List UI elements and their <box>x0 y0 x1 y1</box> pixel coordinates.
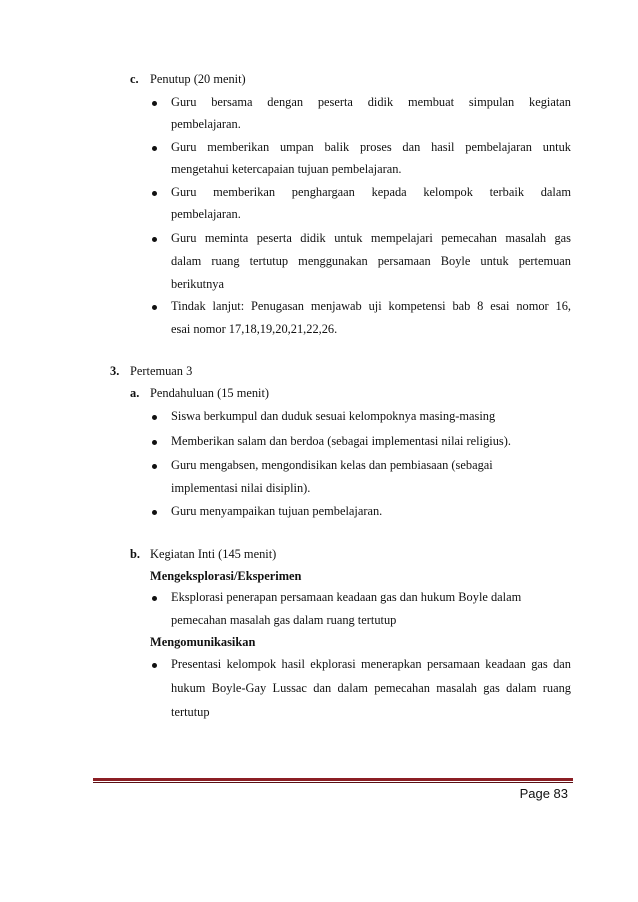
pendahuluan-bullet-3-line-2: implementasi nilai disiplin). <box>171 481 311 495</box>
heading-mengeksplorasi: Mengeksplorasi/Eksperimen <box>150 569 302 583</box>
penutup-bullet-1-line-1: Guru bersama dengan peserta didik membuat simpulan kegiatan <box>171 95 571 109</box>
pendahuluan-bullet-2: Memberikan salam dan berdoa (sebagai implementasi nilai religius). <box>171 434 511 448</box>
section-3b-marker: b. <box>130 547 140 561</box>
bullet-icon <box>152 440 157 445</box>
footer-divider <box>93 778 573 781</box>
penutup-bullet-5-line-2: esai nomor 17,18,19,20,21,22,26. <box>171 322 338 336</box>
penutup-bullet-4-line-2: dalam ruang tertutup menggunakan persamaan Boyle untuk pertemuan <box>171 254 571 268</box>
bullet-icon <box>152 237 157 242</box>
bullet-icon <box>152 596 157 601</box>
section-3b-title: Kegiatan Inti (145 menit) <box>150 547 277 561</box>
penutup-bullet-4-line-3: berikutnya <box>171 277 224 291</box>
heading-mengomunikasikan: Mengomunikasikan <box>150 635 256 649</box>
section-3-number: 3. <box>110 364 120 378</box>
bullet-icon <box>152 101 157 106</box>
presentasi-bullet-line-1: Presentasi kelompok hasil ekplorasi menerapkan persamaan keadaan gas dan <box>171 657 571 671</box>
penutup-bullet-3-line-1: Guru memberikan penghargaan kepada kelompok terbaik dalam <box>171 185 571 199</box>
penutup-bullet-3-line-2: pembelajaran. <box>171 207 241 221</box>
section-3a-marker: a. <box>130 386 140 400</box>
presentasi-bullet-line-2: hukum Boyle-Gay Lussac dan dalam pemecahan masalah gas dalam ruang <box>171 681 571 695</box>
penutup-bullet-4-line-1: Guru meminta peserta didik untuk mempelajari pemecahan masalah gas <box>171 231 571 245</box>
presentasi-bullet-line-3: tertutup <box>171 705 210 719</box>
bullet-icon <box>152 146 157 151</box>
penutup-bullet-2-line-2: mengetahui ketercapaian tujuan pembelajaran. <box>171 162 402 176</box>
pendahuluan-bullet-4: Guru menyampaikan tujuan pembelajaran. <box>171 504 383 518</box>
bullet-icon <box>152 510 157 515</box>
penutup-bullet-1-line-2: pembelajaran. <box>171 117 241 131</box>
section-c-title: Penutup (20 menit) <box>150 72 246 86</box>
footer-divider-thin <box>93 782 573 783</box>
section-3-title: Pertemuan 3 <box>130 364 193 378</box>
pendahuluan-bullet-3-line-1: Guru mengabsen, mengondisikan kelas dan pembiasaan (sebagai <box>171 458 493 472</box>
bullet-icon <box>152 305 157 310</box>
pendahuluan-bullet-1: Siswa berkumpul dan duduk sesuai kelompoknya masing-masing <box>171 409 496 423</box>
penutup-bullet-5-line-1: Tindak lanjut: Penugasan menjawab uji kompetensi bab 8 esai nomor 16, <box>171 299 571 313</box>
penutup-bullet-2-line-1: Guru memberikan umpan balik proses dan hasil pembelajaran untuk <box>171 140 571 154</box>
bullet-icon <box>152 663 157 668</box>
eksplorasi-bullet-line-2: pemecahan masalah gas dalam ruang tertutup <box>171 613 397 627</box>
eksplorasi-bullet-line-1: Eksplorasi penerapan persamaan keadaan gas dan hukum Boyle dalam <box>171 590 522 604</box>
section-3a-title: Pendahuluan (15 menit) <box>150 386 270 400</box>
bullet-icon <box>152 415 157 420</box>
page-number: Page 83 <box>519 786 568 801</box>
section-c-marker: c. <box>130 72 139 86</box>
bullet-icon <box>152 191 157 196</box>
bullet-icon <box>152 464 157 469</box>
